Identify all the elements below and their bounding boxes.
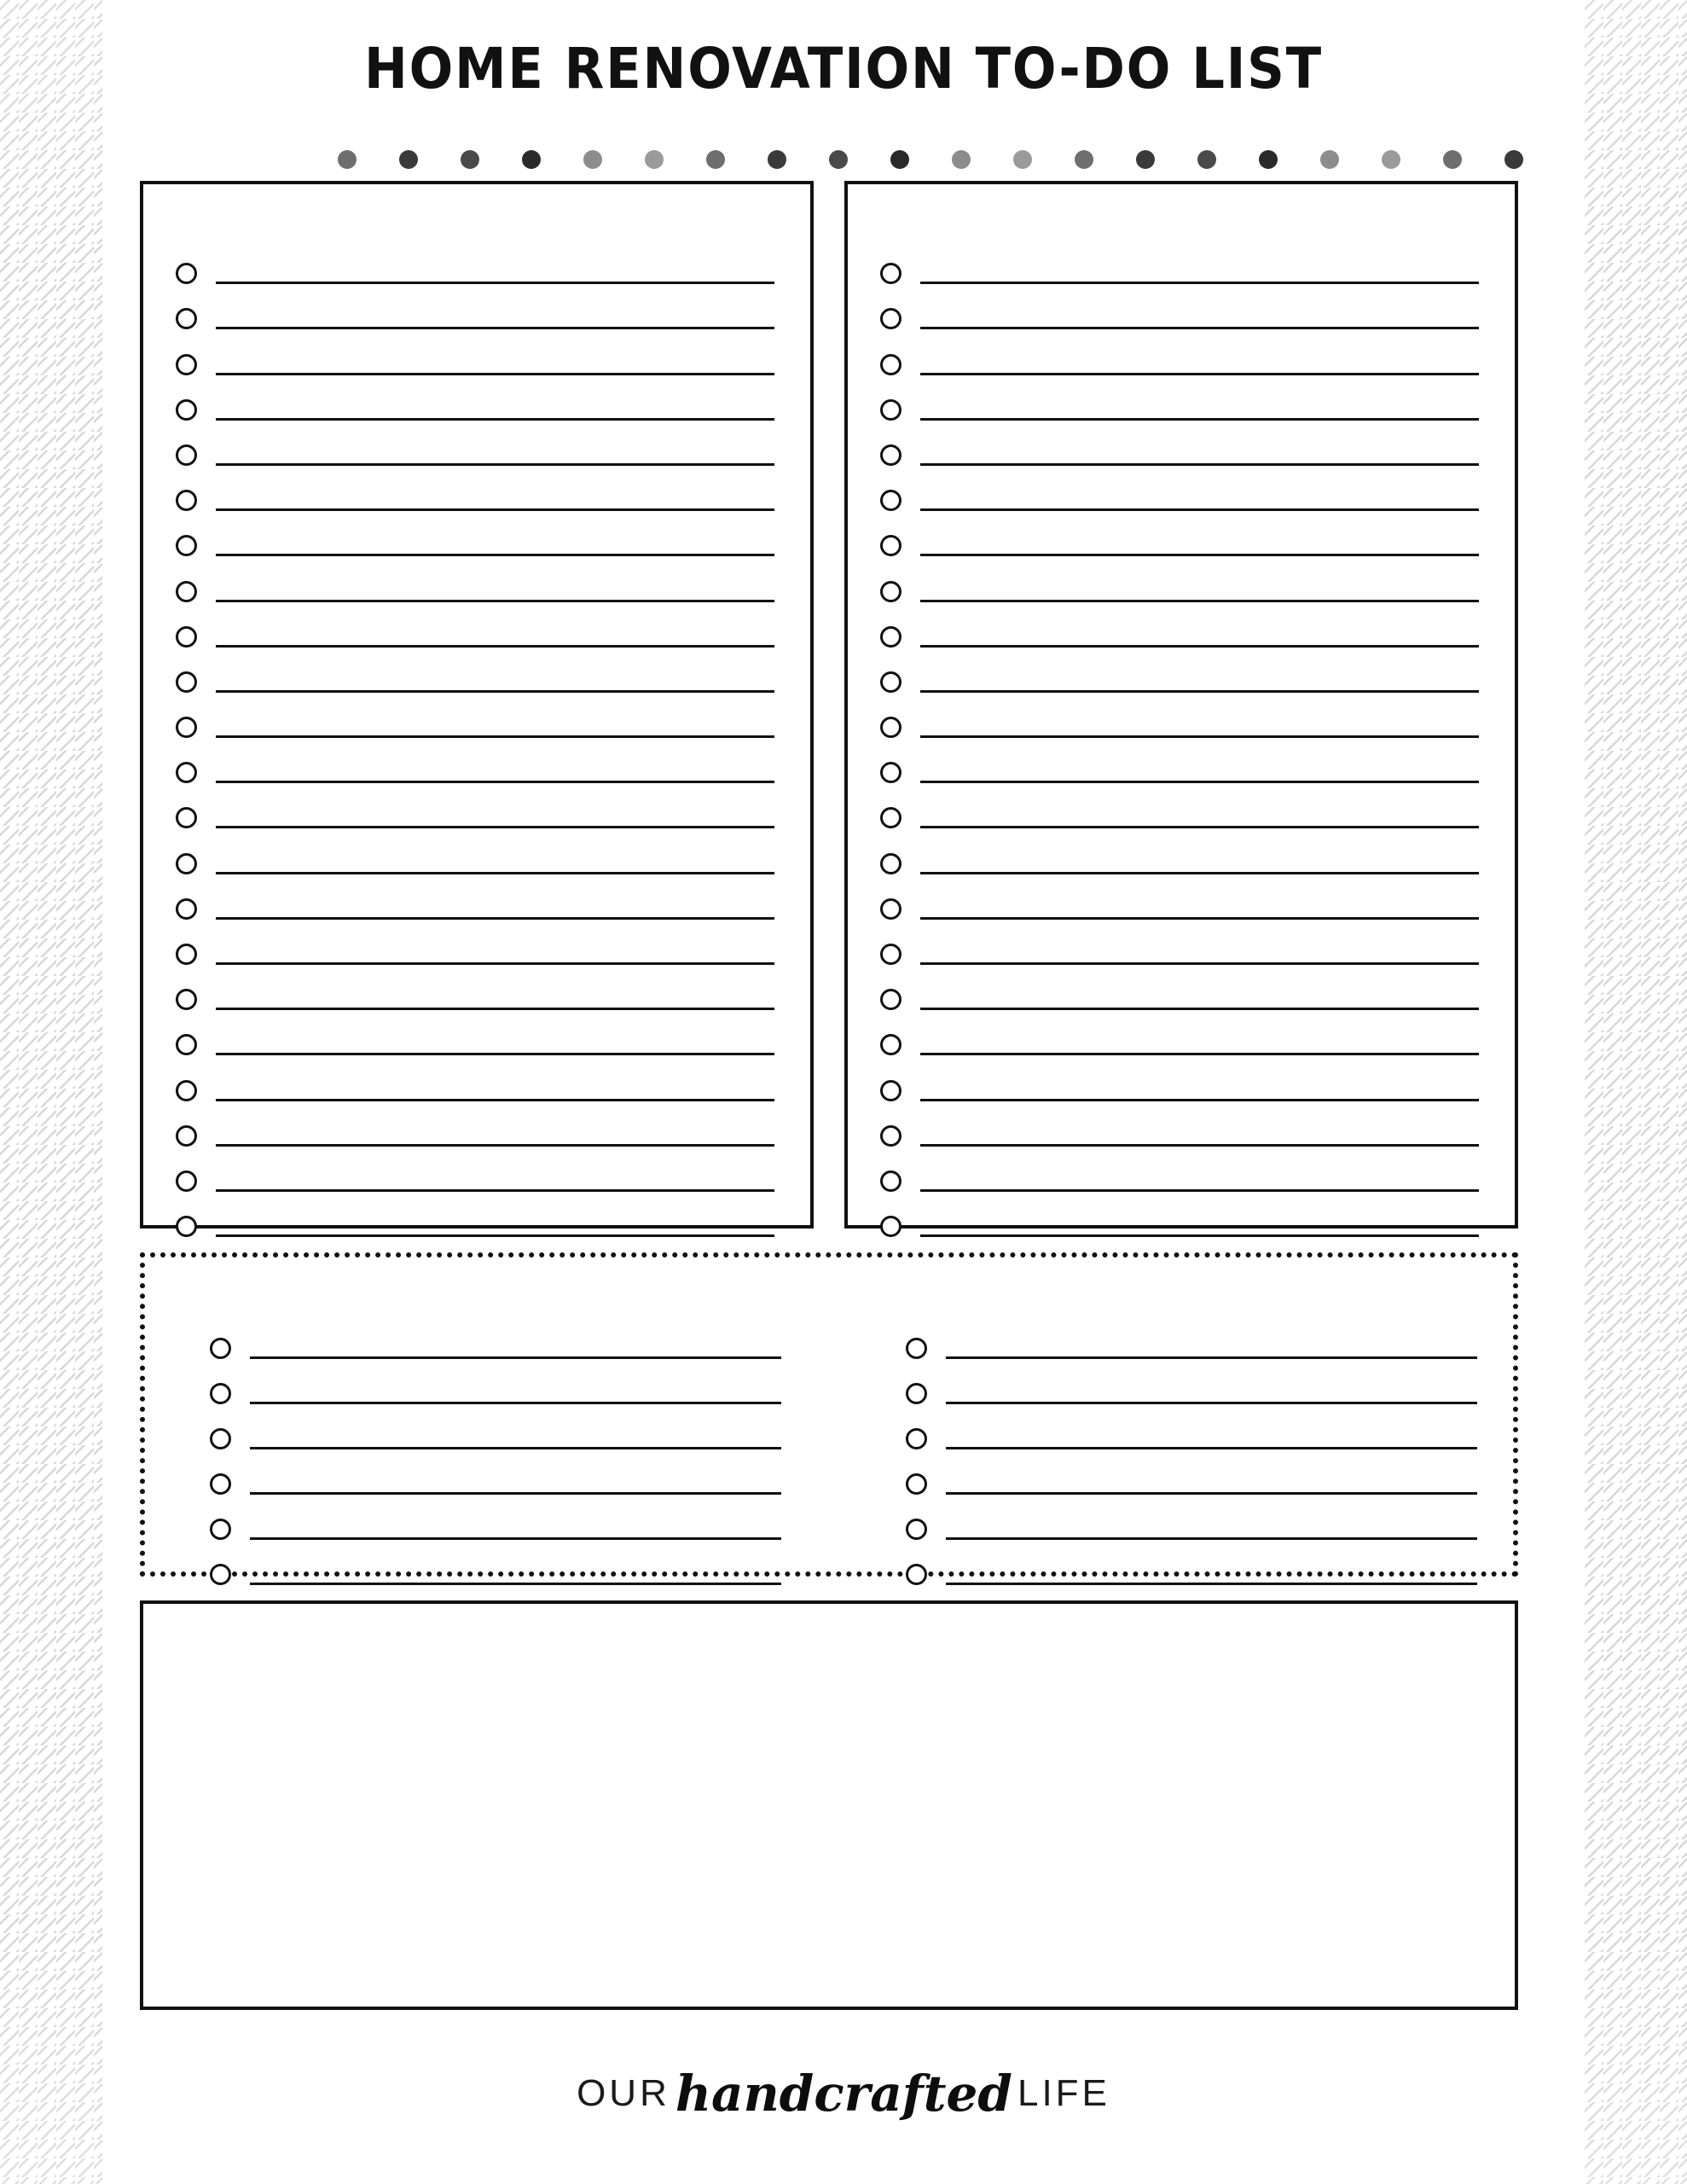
checklist-row[interactable] xyxy=(176,244,774,289)
checkbox-circle-icon[interactable] xyxy=(880,263,901,284)
checklist-row[interactable] xyxy=(880,607,1479,653)
checkbox-circle-icon[interactable] xyxy=(880,581,901,602)
checkbox-circle-icon[interactable] xyxy=(880,762,901,783)
checklist-row[interactable] xyxy=(176,334,774,380)
checkbox-circle-icon[interactable] xyxy=(176,1034,197,1055)
write-on-line[interactable] xyxy=(946,1537,1477,1540)
checkbox-circle-icon[interactable] xyxy=(880,898,901,920)
decorative-dot xyxy=(399,150,418,169)
checkbox-circle-icon[interactable] xyxy=(176,490,197,511)
write-on-line[interactable] xyxy=(216,962,774,965)
checkbox-circle-icon[interactable] xyxy=(176,626,197,648)
write-on-line[interactable] xyxy=(216,826,774,828)
brand-footer xyxy=(102,2065,1585,2123)
decorative-dot xyxy=(338,150,357,169)
checklist-row[interactable] xyxy=(906,1409,1477,1455)
checklist-row[interactable] xyxy=(880,1152,1479,1197)
checklist-row[interactable] xyxy=(906,1319,1477,1364)
checkbox-circle-icon[interactable] xyxy=(906,1428,927,1449)
checkbox-circle-icon[interactable] xyxy=(176,444,197,466)
page-title: HOME RENOVATION TO-DO LIST xyxy=(363,36,1324,102)
write-on-line[interactable] xyxy=(920,1053,1479,1055)
checkbox-circle-icon[interactable] xyxy=(880,354,901,375)
checklist-row[interactable] xyxy=(176,1152,774,1197)
decorative-dot xyxy=(1320,150,1339,169)
write-on-line[interactable] xyxy=(920,1189,1479,1192)
checklist-row[interactable] xyxy=(210,1409,781,1455)
checkbox-circle-icon[interactable] xyxy=(176,1080,197,1101)
checklist-row[interactable] xyxy=(176,653,774,698)
decorative-dot xyxy=(1259,150,1278,169)
decorative-hatch-right xyxy=(1585,0,1687,2184)
checklist-row[interactable] xyxy=(880,289,1479,334)
checkbox-circle-icon[interactable] xyxy=(176,944,197,965)
checklist-row[interactable] xyxy=(176,834,774,879)
left-checklist xyxy=(143,184,810,1225)
dotted-right-column xyxy=(805,1305,1479,1571)
checklist-row[interactable] xyxy=(880,1197,1479,1242)
dotted-checklist-box xyxy=(140,1252,1518,1577)
checklist-row[interactable] xyxy=(176,516,774,561)
right-checklist-box xyxy=(844,181,1518,1228)
checklist-row[interactable] xyxy=(176,788,774,834)
checklist-row[interactable] xyxy=(176,970,774,1015)
write-on-line[interactable] xyxy=(920,1008,1479,1010)
checkbox-circle-icon[interactable] xyxy=(176,717,197,738)
checkbox-circle-icon[interactable] xyxy=(880,807,901,828)
checklist-row[interactable] xyxy=(176,426,774,471)
checklist-row[interactable] xyxy=(880,880,1479,925)
checkbox-circle-icon[interactable] xyxy=(880,1080,901,1101)
checkbox-circle-icon[interactable] xyxy=(176,535,197,556)
left-checklist-box xyxy=(140,181,814,1228)
checkbox-circle-icon[interactable] xyxy=(176,263,197,284)
checklist-row[interactable] xyxy=(176,289,774,334)
checkbox-circle-icon[interactable] xyxy=(880,535,901,556)
decorative-dot xyxy=(1075,150,1093,169)
checkbox-circle-icon[interactable] xyxy=(880,1170,901,1192)
write-on-line[interactable] xyxy=(920,600,1479,602)
checklist-row[interactable] xyxy=(880,1107,1479,1152)
checklist-row[interactable] xyxy=(880,743,1479,788)
decorative-dot xyxy=(1382,150,1400,169)
checklist-row[interactable] xyxy=(880,925,1479,970)
brand-word-handcrafted: handcrafted xyxy=(675,2065,1012,2123)
write-on-line[interactable] xyxy=(920,554,1479,556)
decorative-dot xyxy=(1443,150,1462,169)
checklist-row[interactable] xyxy=(176,1197,774,1242)
checklist-row[interactable] xyxy=(880,653,1479,698)
checkbox-circle-icon[interactable] xyxy=(906,1519,927,1540)
checkbox-circle-icon[interactable] xyxy=(176,807,197,828)
decorative-dot xyxy=(952,150,971,169)
write-on-line[interactable] xyxy=(216,327,774,329)
checkbox-circle-icon[interactable] xyxy=(880,626,901,648)
write-on-line[interactable] xyxy=(920,917,1479,920)
checkbox-circle-icon[interactable] xyxy=(880,944,901,965)
checkbox-circle-icon[interactable] xyxy=(906,1338,927,1359)
write-on-line[interactable] xyxy=(216,1053,774,1055)
write-on-line[interactable] xyxy=(216,463,774,466)
checkbox-circle-icon[interactable] xyxy=(176,853,197,874)
checkbox-circle-icon[interactable] xyxy=(176,989,197,1010)
dotted-columns xyxy=(145,1258,1513,1571)
checklist-row[interactable] xyxy=(176,880,774,925)
write-on-line[interactable] xyxy=(216,418,774,421)
write-on-line[interactable] xyxy=(250,1583,781,1585)
decorative-dot xyxy=(1013,150,1032,169)
write-on-line[interactable] xyxy=(920,373,1479,375)
decorative-hatch-left xyxy=(0,0,102,2184)
decorative-dot xyxy=(1197,150,1216,169)
checklist-row[interactable] xyxy=(210,1319,781,1364)
checklist-row[interactable] xyxy=(210,1545,781,1590)
write-on-line[interactable] xyxy=(216,1234,774,1237)
write-on-line[interactable] xyxy=(920,508,1479,511)
checklist-row[interactable] xyxy=(906,1500,1477,1545)
write-on-line[interactable] xyxy=(920,826,1479,828)
brand-word-life: LIFE xyxy=(1017,2072,1110,2114)
write-on-line[interactable] xyxy=(946,1583,1477,1585)
write-on-line[interactable] xyxy=(920,1144,1479,1147)
write-on-line[interactable] xyxy=(216,781,774,783)
checklist-row[interactable] xyxy=(880,244,1479,289)
checklist-row[interactable] xyxy=(880,834,1479,879)
decorative-dot xyxy=(1504,150,1523,169)
checkbox-circle-icon[interactable] xyxy=(880,717,901,738)
write-on-line[interactable] xyxy=(250,1537,781,1540)
checklist-row[interactable] xyxy=(210,1455,781,1500)
write-on-line[interactable] xyxy=(946,1356,1477,1359)
checklist-row[interactable] xyxy=(176,1107,774,1152)
checklist-row[interactable] xyxy=(906,1364,1477,1409)
checkbox-circle-icon[interactable] xyxy=(880,1125,901,1147)
right-checklist xyxy=(848,184,1515,1225)
checklist-row[interactable] xyxy=(880,516,1479,561)
decorative-dot xyxy=(645,150,664,169)
checkbox-circle-icon[interactable] xyxy=(880,671,901,693)
checkbox-circle-icon[interactable] xyxy=(176,1216,197,1237)
dotted-right-checklist xyxy=(872,1319,1477,1590)
checklist-row[interactable] xyxy=(880,788,1479,834)
checkbox-circle-icon[interactable] xyxy=(210,1519,231,1540)
write-on-line[interactable] xyxy=(920,781,1479,783)
checkbox-circle-icon[interactable] xyxy=(880,444,901,466)
checkbox-circle-icon[interactable] xyxy=(210,1564,231,1585)
checkbox-circle-icon[interactable] xyxy=(880,989,901,1010)
checkbox-circle-icon[interactable] xyxy=(210,1338,231,1359)
write-on-line[interactable] xyxy=(920,735,1479,738)
checklist-row[interactable] xyxy=(176,561,774,607)
write-on-line[interactable] xyxy=(920,1234,1479,1237)
checklist-row[interactable] xyxy=(880,561,1479,607)
checkbox-circle-icon[interactable] xyxy=(906,1564,927,1585)
checkbox-circle-icon[interactable] xyxy=(880,853,901,874)
checklist-row[interactable] xyxy=(880,1015,1479,1060)
checkbox-circle-icon[interactable] xyxy=(176,898,197,920)
checklist-row[interactable] xyxy=(880,426,1479,471)
checkbox-circle-icon[interactable] xyxy=(210,1428,231,1449)
checkbox-circle-icon[interactable] xyxy=(176,1170,197,1192)
write-on-line[interactable] xyxy=(216,1144,774,1147)
checkbox-circle-icon[interactable] xyxy=(176,399,197,421)
write-on-line[interactable] xyxy=(216,508,774,511)
checklist-row[interactable] xyxy=(210,1364,781,1409)
decorative-dot xyxy=(583,150,602,169)
checkbox-circle-icon[interactable] xyxy=(880,490,901,511)
write-on-line[interactable] xyxy=(216,735,774,738)
checklist-row[interactable] xyxy=(176,1015,774,1060)
write-on-line[interactable] xyxy=(216,600,774,602)
decorative-dot xyxy=(768,150,786,169)
decorative-dot xyxy=(1136,150,1155,169)
decorative-dot xyxy=(829,150,848,169)
checkbox-circle-icon[interactable] xyxy=(210,1473,231,1495)
checklist-row[interactable] xyxy=(880,380,1479,426)
write-on-line[interactable] xyxy=(216,645,774,648)
write-on-line[interactable] xyxy=(920,327,1479,329)
write-on-line[interactable] xyxy=(216,1189,774,1192)
write-on-line[interactable] xyxy=(946,1402,1477,1404)
checklist-row[interactable] xyxy=(906,1455,1477,1500)
checkbox-circle-icon[interactable] xyxy=(880,1034,901,1055)
checklist-row[interactable] xyxy=(176,698,774,743)
printable-page xyxy=(102,0,1585,2184)
checklist-row[interactable] xyxy=(880,698,1479,743)
decorative-dot xyxy=(461,150,479,169)
checkbox-circle-icon[interactable] xyxy=(176,354,197,375)
write-on-line[interactable] xyxy=(216,690,774,693)
write-on-line[interactable] xyxy=(250,1492,781,1495)
write-on-line[interactable] xyxy=(920,962,1479,965)
checkbox-circle-icon[interactable] xyxy=(880,399,901,421)
write-on-line[interactable] xyxy=(920,872,1479,874)
checklist-row[interactable] xyxy=(176,743,774,788)
checklist-row[interactable] xyxy=(176,380,774,426)
decorative-dot xyxy=(522,150,541,169)
notes-area[interactable] xyxy=(140,1600,1518,2010)
write-on-line[interactable] xyxy=(250,1356,781,1359)
dotted-left-column xyxy=(176,1305,805,1571)
write-on-line[interactable] xyxy=(216,917,774,920)
checklist-row[interactable] xyxy=(176,925,774,970)
write-on-line[interactable] xyxy=(920,463,1479,466)
write-on-line[interactable] xyxy=(250,1447,781,1449)
checklist-row[interactable] xyxy=(880,1060,1479,1106)
write-on-line[interactable] xyxy=(216,872,774,874)
dotted-left-checklist xyxy=(176,1319,781,1590)
write-on-line[interactable] xyxy=(216,373,774,375)
checkbox-circle-icon[interactable] xyxy=(880,308,901,329)
checkbox-circle-icon[interactable] xyxy=(880,1216,901,1237)
checklist-row[interactable] xyxy=(176,1060,774,1106)
checkbox-circle-icon[interactable] xyxy=(176,1125,197,1147)
decorative-dot-row xyxy=(338,147,1523,172)
write-on-line[interactable] xyxy=(946,1492,1477,1495)
decorative-dot xyxy=(706,150,725,169)
checklist-row[interactable] xyxy=(880,471,1479,516)
checkbox-circle-icon[interactable] xyxy=(906,1473,927,1495)
write-on-line[interactable] xyxy=(216,554,774,556)
checklist-row[interactable] xyxy=(906,1545,1477,1590)
checkbox-circle-icon[interactable] xyxy=(176,671,197,693)
write-on-line[interactable] xyxy=(920,645,1479,648)
checklist-row[interactable] xyxy=(210,1500,781,1545)
write-on-line[interactable] xyxy=(920,282,1479,284)
write-on-line[interactable] xyxy=(920,690,1479,693)
write-on-line[interactable] xyxy=(216,1008,774,1010)
write-on-line[interactable] xyxy=(216,282,774,284)
write-on-line[interactable] xyxy=(216,1099,774,1101)
write-on-line[interactable] xyxy=(920,1099,1479,1101)
decorative-dot xyxy=(890,150,909,169)
brand-word-our: OUR xyxy=(577,2072,670,2114)
write-on-line[interactable] xyxy=(250,1402,781,1404)
checkbox-circle-icon[interactable] xyxy=(210,1383,231,1404)
checkbox-circle-icon[interactable] xyxy=(176,581,197,602)
checklist-row[interactable] xyxy=(880,970,1479,1015)
checkbox-circle-icon[interactable] xyxy=(176,762,197,783)
checklist-row[interactable] xyxy=(880,334,1479,380)
checklist-row[interactable] xyxy=(176,471,774,516)
checkbox-circle-icon[interactable] xyxy=(176,308,197,329)
checkbox-circle-icon[interactable] xyxy=(906,1383,927,1404)
write-on-line[interactable] xyxy=(946,1447,1477,1449)
checklist-row[interactable] xyxy=(176,607,774,653)
write-on-line[interactable] xyxy=(920,418,1479,421)
